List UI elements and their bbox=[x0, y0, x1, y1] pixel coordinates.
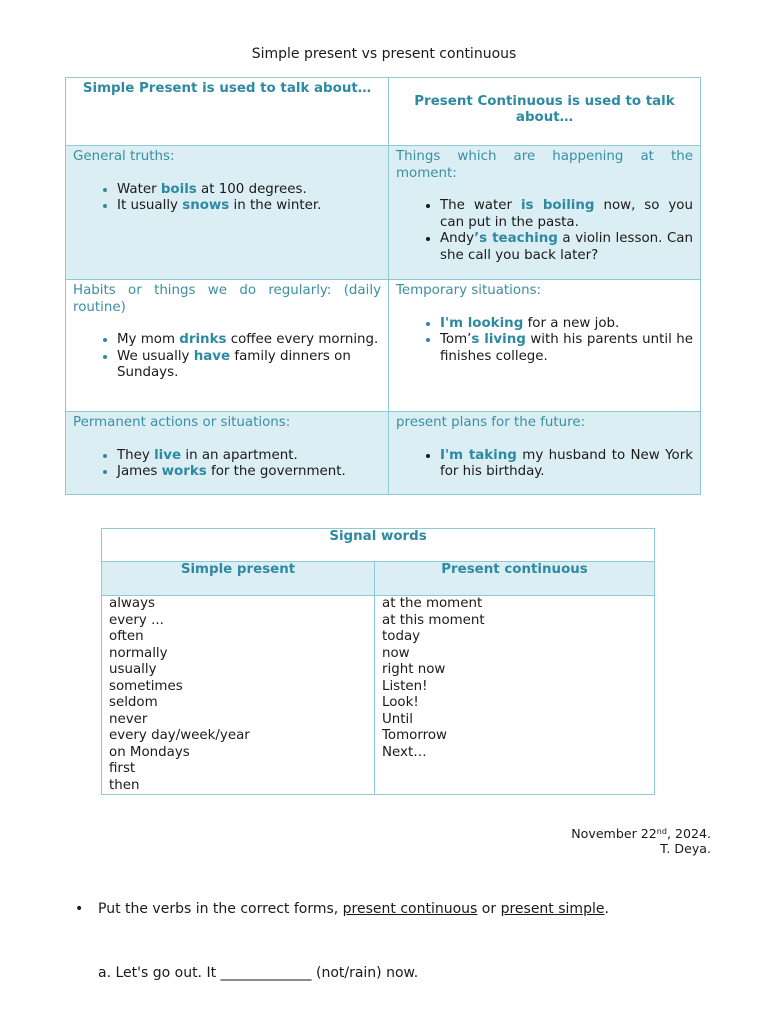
example-item: • Water boils at 100 degrees. bbox=[117, 182, 381, 199]
list-item: at this moment bbox=[382, 612, 485, 628]
list-item: sometimes bbox=[109, 678, 183, 694]
list-item: Look! bbox=[382, 695, 419, 710]
list-item: usually bbox=[109, 662, 157, 677]
list-item: normally bbox=[109, 645, 168, 661]
simple-present-column-header: Simple present bbox=[102, 562, 375, 596]
bullet-icon: • bbox=[75, 901, 84, 917]
example-item: • I'm looking for a new job. bbox=[440, 316, 693, 333]
author: T. Deya. bbox=[660, 841, 711, 856]
category-label: Permanent actions or situations: bbox=[73, 415, 291, 430]
example-item: • My mom drinks coffee every morning. bbox=[117, 332, 381, 349]
list-item: never bbox=[109, 711, 148, 727]
signal-words-table bbox=[101, 528, 655, 795]
signal-words-header-row bbox=[102, 562, 655, 596]
simple-present-signal-list bbox=[102, 596, 375, 795]
verb-highlight: I'm looking bbox=[440, 315, 524, 331]
list-item: at the moment bbox=[382, 596, 483, 611]
present-continuous-header: Present Continuous is used to talk about… bbox=[389, 78, 701, 146]
example-list bbox=[73, 182, 381, 215]
list-item: every ... bbox=[109, 612, 164, 628]
list-item: seldom bbox=[109, 695, 158, 710]
table-row bbox=[66, 280, 701, 412]
example-list bbox=[396, 316, 693, 366]
present-continuous-cell bbox=[389, 146, 701, 280]
list-item: often bbox=[109, 629, 144, 644]
list-item: Listen! bbox=[382, 678, 428, 694]
verb-highlight: live bbox=[154, 447, 182, 463]
example-list bbox=[73, 332, 381, 382]
list-item: then bbox=[109, 777, 140, 793]
present-continuous-cell bbox=[389, 412, 701, 495]
signal-words-title: Signal words bbox=[102, 529, 655, 562]
date: November 22nd, 2024. bbox=[571, 826, 711, 841]
list-item: today bbox=[382, 629, 421, 644]
present-continuous-column-header: Present continuous bbox=[375, 562, 655, 596]
category-label: present plans for the future: bbox=[396, 415, 586, 430]
instruction-text: Put the verbs in the correct forms, present continuous or present simple. bbox=[98, 901, 609, 917]
comparison-table bbox=[65, 77, 701, 495]
example-item: • James works for the government. bbox=[117, 464, 381, 481]
verb-highlight: drinks bbox=[179, 332, 227, 347]
category-label: General truths: bbox=[73, 149, 175, 164]
category-label: Things which are happening at the moment: bbox=[396, 149, 693, 181]
list-item: always bbox=[109, 596, 155, 611]
verb-highlight: works bbox=[161, 464, 207, 479]
comparison-header-row bbox=[66, 78, 701, 146]
verb-highlight: boils bbox=[160, 181, 197, 197]
example-item: • The water is boiling now, so you can put in the pasta. bbox=[440, 198, 693, 231]
list-item: first bbox=[109, 761, 136, 776]
simple-present-cell bbox=[66, 280, 389, 412]
example-item: • They live in an apartment. bbox=[117, 448, 381, 465]
document-title: Simple present vs present continuous bbox=[251, 46, 517, 62]
list-item: Until bbox=[382, 711, 413, 727]
verb-highlight: snows bbox=[182, 198, 230, 213]
simple-present-header: Simple Present is used to talk about… bbox=[66, 78, 389, 146]
list-item: Next… bbox=[382, 744, 427, 760]
present-continuous-cell bbox=[389, 280, 701, 412]
example-list bbox=[396, 448, 693, 481]
exercise-a: a. Let's go out. It _____________ (not/rain) now. bbox=[98, 965, 419, 981]
example-item: • Tom’s living with his parents until he finishes college. bbox=[440, 332, 693, 365]
verb-highlight: ’s teaching bbox=[474, 231, 558, 246]
table-row bbox=[66, 146, 701, 280]
verb-highlight: I'm taking bbox=[440, 447, 517, 463]
list-item: now bbox=[382, 645, 410, 661]
verb-highlight: have bbox=[193, 348, 231, 364]
example-item: • We usually have family dinners on Sundays. bbox=[117, 349, 381, 382]
date-signature-block bbox=[571, 826, 711, 856]
category-label: Temporary situations: bbox=[396, 283, 542, 298]
verb-highlight: is boiling bbox=[520, 198, 595, 213]
example-item: • It usually snows in the winter. bbox=[117, 198, 381, 215]
example-item: • Andy’s teaching a violin lesson. Can she call you back later? bbox=[440, 231, 693, 264]
present-continuous-signal-list bbox=[375, 596, 655, 795]
example-item: • I'm taking my husband to New York for his birthday. bbox=[440, 448, 693, 481]
list-item: every day/week/year bbox=[109, 728, 250, 743]
table-row bbox=[66, 412, 701, 495]
example-list bbox=[396, 198, 693, 264]
example-list bbox=[73, 448, 381, 481]
category-label: Habits or things we do regularly: (daily routine) bbox=[73, 283, 381, 315]
list-item: right now bbox=[382, 662, 446, 677]
list-item: on Mondays bbox=[109, 744, 190, 760]
list-item: Tomorrow bbox=[382, 728, 447, 743]
verb-highlight: s living bbox=[471, 332, 526, 347]
simple-present-cell bbox=[66, 412, 389, 495]
simple-present-cell bbox=[66, 146, 389, 280]
